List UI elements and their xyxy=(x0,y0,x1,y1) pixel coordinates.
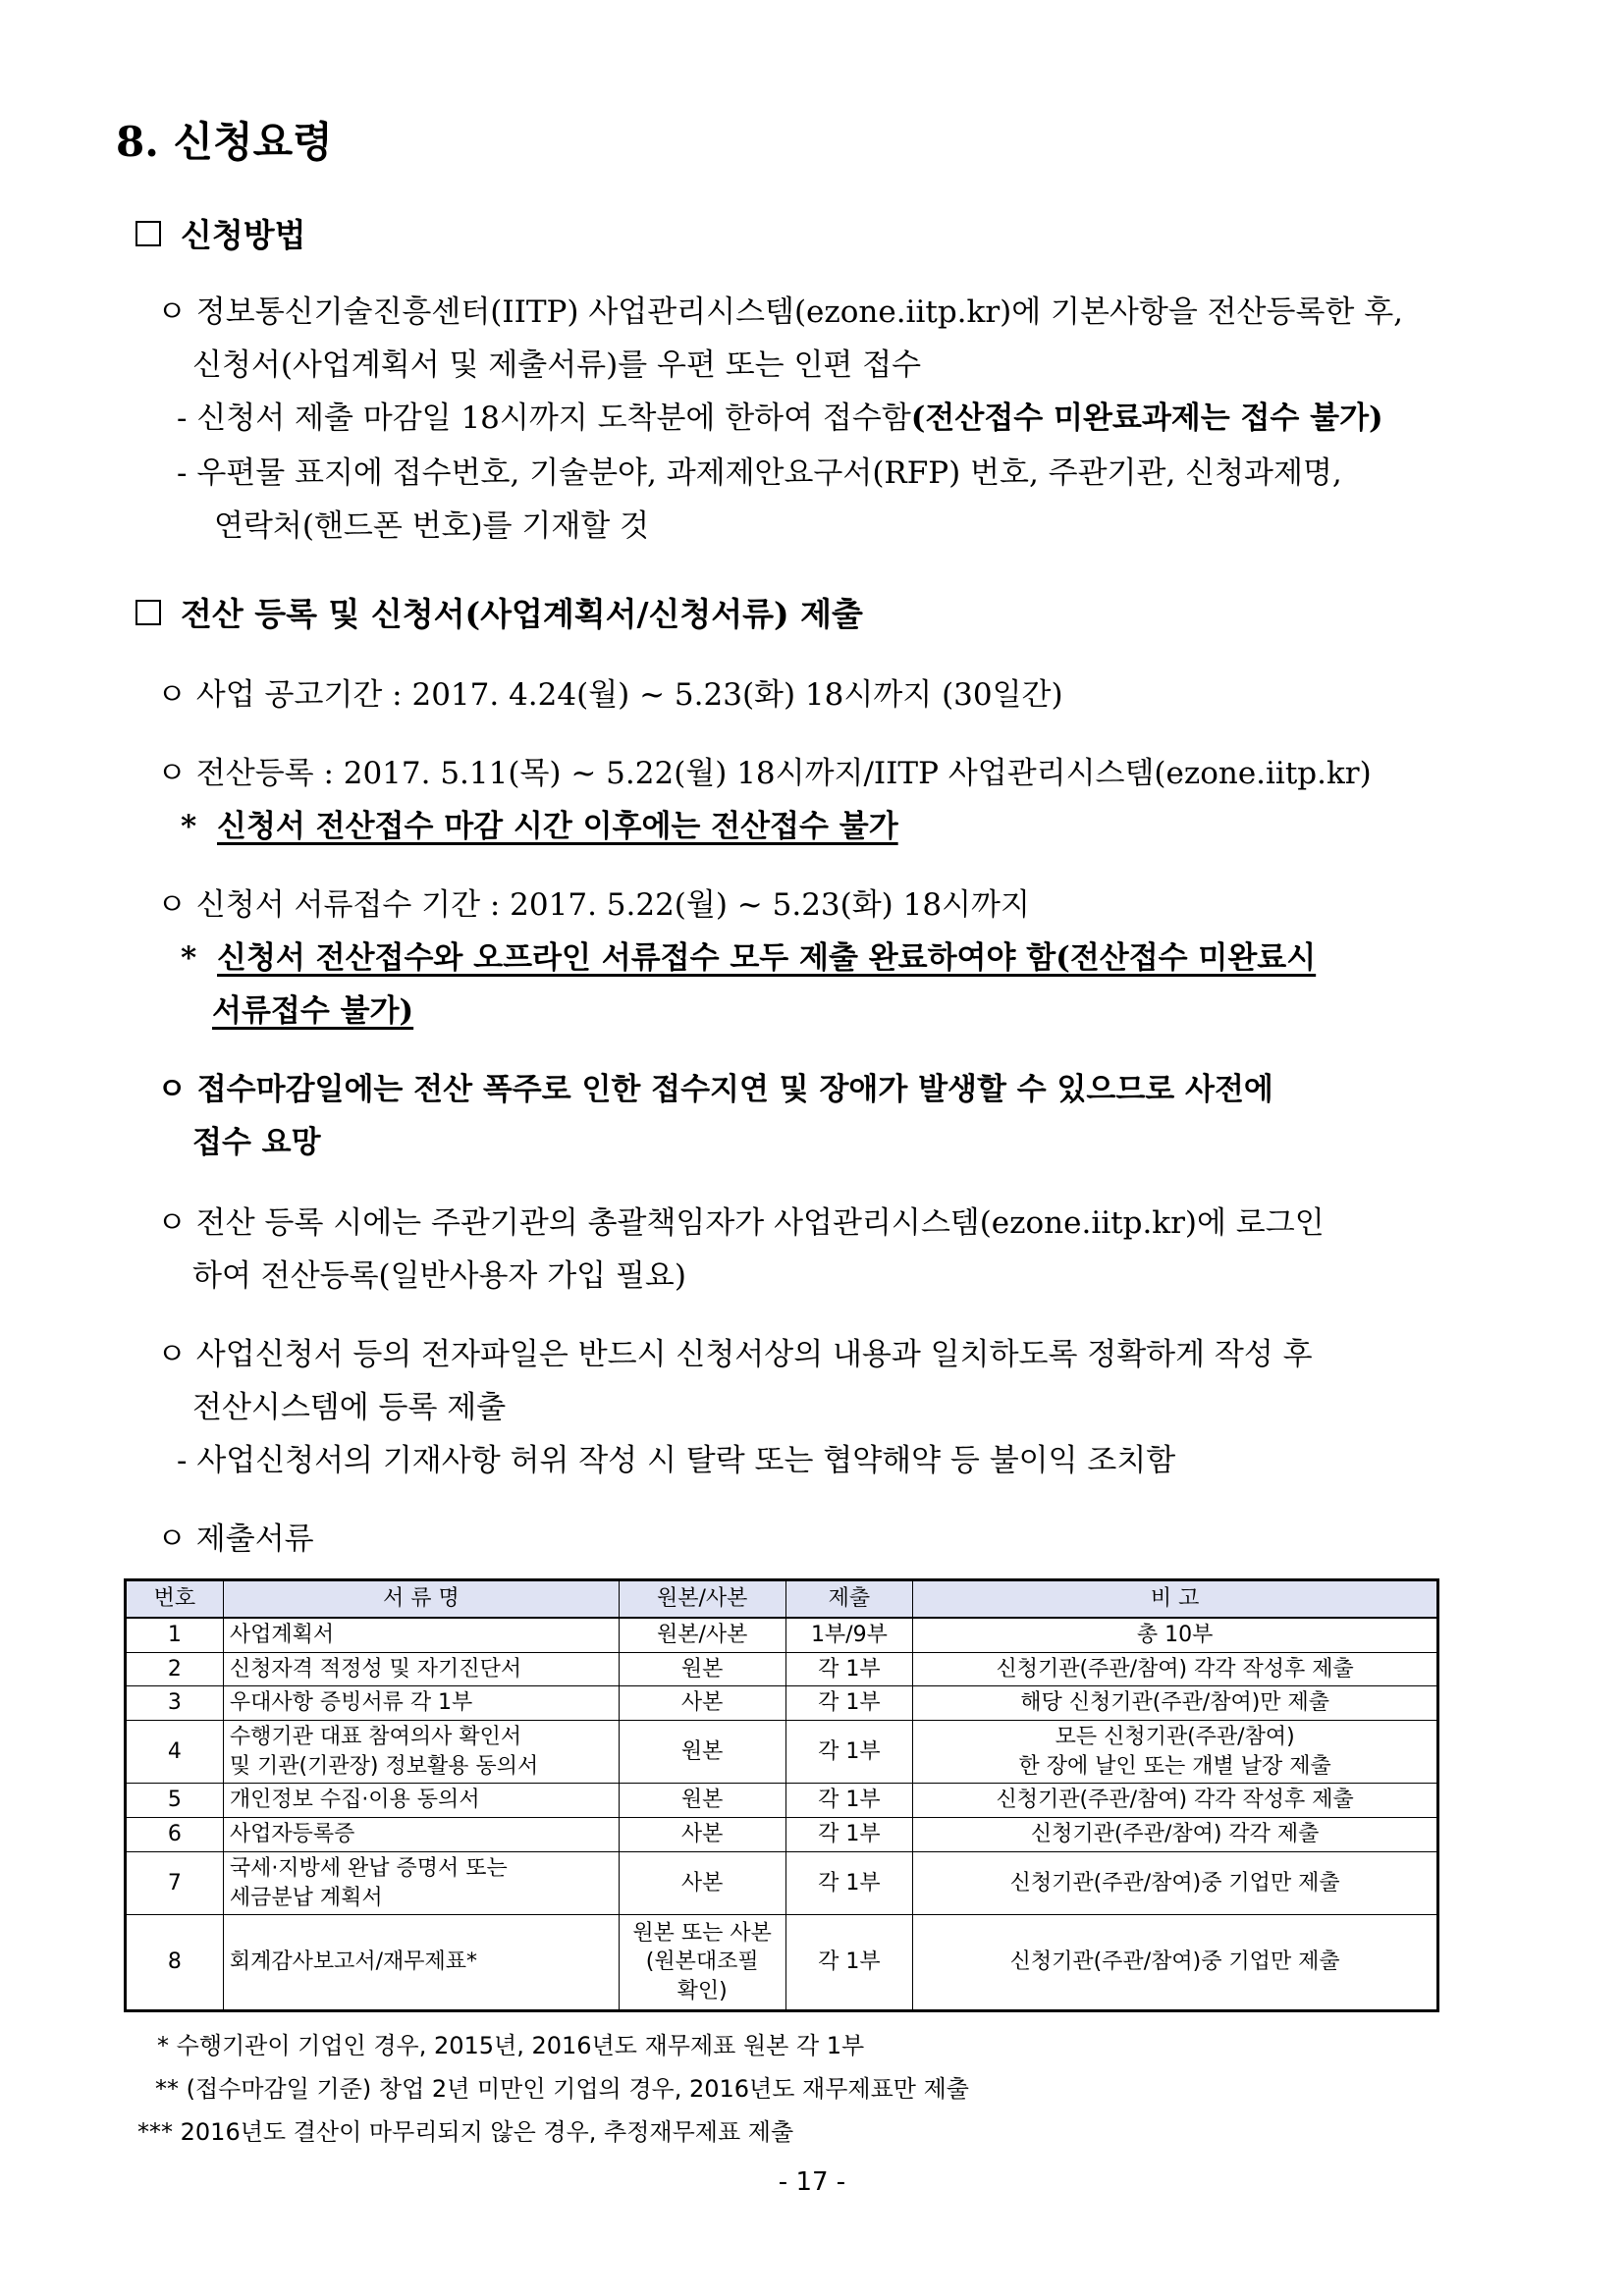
cell-document-name: 신청자격 적정성 및 자기진단서 xyxy=(223,1652,619,1686)
header-remarks: 비 고 xyxy=(913,1580,1438,1619)
cell-number: 1 xyxy=(126,1618,224,1652)
method-line-2: 신청서(사업계획서 및 제출서류)를 우편 또는 인편 접수 xyxy=(192,347,922,383)
cell-original-copy: 사본 xyxy=(619,1686,785,1721)
method-dash-2-line-2: 연락처(핸드폰 번호)를 기재할 것 xyxy=(214,508,650,544)
section-heading-registration xyxy=(135,589,863,635)
cell-document-name: 사업계획서 xyxy=(223,1618,619,1652)
footnote-3: *** 2016년도 결산이 마무리되지 않은 경우, 추정재무제표 제출 xyxy=(137,2118,794,2146)
false-statement-warning: - 사업신청서의 기재사항 허위 작성 시 탈락 또는 협약해약 등 불이익 조치함 xyxy=(177,1443,1176,1478)
footnote-2: ** (접수마감일 기준) 창업 2년 미만인 기업의 경우, 2016년도 재무제표만 제출 xyxy=(155,2075,969,2103)
table-row xyxy=(126,1652,1438,1686)
submission-documents-table xyxy=(124,1578,1439,2012)
cell-document-name: 수행기관 대표 참여의사 확인서 및 기관(기관장) 정보활용 동의서 xyxy=(223,1721,619,1784)
cell-remarks: 신청기관(주관/참여) 각각 작성후 제출 xyxy=(913,1784,1438,1818)
method-dash-2-line-1: - 우편물 표지에 접수번호, 기술분야, 과제제안요구서(RFP) 번호, 주관기관, 신청과제명, xyxy=(177,455,1342,491)
login-instruction-line-2: 하여 전산등록(일반사용자 가입 필요) xyxy=(192,1258,686,1294)
login-instruction-line-1: ㅇ 전산 등록 시에는 주관기관의 총괄책임자가 사업관리시스템(ezone.iitp.kr)에 로그인 xyxy=(157,1205,1325,1241)
cell-original-copy: 사본 xyxy=(619,1818,785,1852)
cell-document-name: 개인정보 수집·이용 동의서 xyxy=(223,1784,619,1818)
checkbox-square-icon xyxy=(135,221,161,246)
cell-original-copy: 원본/사본 xyxy=(619,1618,785,1652)
cell-number: 8 xyxy=(126,1915,224,2011)
page-number: - 17 - xyxy=(778,2167,846,2197)
cell-original-copy: 원본 xyxy=(619,1721,785,1784)
cell-document-name: 우대사항 증빙서류 각 1부 xyxy=(223,1686,619,1721)
receipt-note-line-2 xyxy=(212,986,413,1030)
cell-submission: 각 1부 xyxy=(785,1652,913,1686)
cell-submission: 각 1부 xyxy=(785,1915,913,2011)
cell-original-copy: 사본 xyxy=(619,1851,785,1914)
table-row xyxy=(126,1618,1438,1652)
method-dash-1-text: - 신청서 제출 마감일 18시까지 도착분에 한하여 접수함 xyxy=(177,400,911,436)
table-row xyxy=(126,1721,1438,1784)
cell-remarks: 해당 신청기관(주관/참여)만 제출 xyxy=(913,1686,1438,1721)
electronic-file-line-2: 전산시스템에 등록 제출 xyxy=(192,1390,507,1425)
receipt-note-text-1: 신청서 전산접수와 오프라인 서류접수 모두 제출 완료하여야 함(전산접수 미완료시 xyxy=(217,940,1317,976)
table-row xyxy=(126,1784,1438,1818)
method-dash-1 xyxy=(177,393,1383,437)
cell-number: 3 xyxy=(126,1686,224,1721)
receipt-note-line-1 xyxy=(181,933,1316,977)
section-heading-text: 신청방법 xyxy=(181,216,306,254)
registration-note xyxy=(181,801,898,845)
cell-remarks: 신청기관(주관/참여)중 기업만 제출 xyxy=(913,1851,1438,1914)
table-header-row xyxy=(126,1580,1438,1619)
deadline-warning-line-2: 접수 요망 xyxy=(192,1125,321,1160)
electronic-file-line-1: ㅇ 사업신청서 등의 전자파일은 반드시 신청서상의 내용과 일치하도록 정확하게 작성 후 xyxy=(157,1337,1313,1372)
page-title: 8. 신청요령 xyxy=(116,118,333,166)
section-heading-text: 전산 등록 및 신청서(사업계획서/신청서류) 제출 xyxy=(181,595,863,633)
document-receipt-period: ㅇ 신청서 서류접수 기간 : 2017. 5.22(월) ~ 5.23(화) 18시까지 xyxy=(157,887,1030,923)
cell-remarks: 신청기관(주관/참여) 각각 제출 xyxy=(913,1818,1438,1852)
cell-document-name: 회계감사보고서/재무제표* xyxy=(223,1915,619,2011)
cell-submission: 각 1부 xyxy=(785,1851,913,1914)
cell-remarks: 신청기관(주관/참여)중 기업만 제출 xyxy=(913,1915,1438,2011)
table-row xyxy=(126,1915,1438,2011)
table-row xyxy=(126,1818,1438,1852)
deadline-warning-line-1: ㅇ 접수마감일에는 전산 폭주로 인한 접수지연 및 장애가 발생할 수 있으므로 사전에 xyxy=(157,1072,1273,1107)
cell-submission: 각 1부 xyxy=(785,1818,913,1852)
submission-documents-label: ㅇ 제출서류 xyxy=(157,1522,314,1557)
asterisk-mark: * xyxy=(181,809,197,844)
cell-remarks: 모든 신청기관(주관/참여) 한 장에 날인 또는 개별 날장 제출 xyxy=(913,1721,1438,1784)
cell-document-name: 사업자등록증 xyxy=(223,1818,619,1852)
method-line-1: ㅇ 정보통신기술진흥센터(IITP) 사업관리시스템(ezone.iitp.kr)에 기본사항을 전산등록한 후, xyxy=(157,294,1403,330)
section-heading-application-method xyxy=(135,210,306,256)
cell-submission: 각 1부 xyxy=(785,1686,913,1721)
cell-number: 2 xyxy=(126,1652,224,1686)
cell-submission: 각 1부 xyxy=(785,1784,913,1818)
registration-period: ㅇ 전산등록 : 2017. 5.11(목) ~ 5.22(월) 18시까지/IITP 사업관리시스템(ezone.iitp.kr) xyxy=(157,756,1372,791)
cell-original-copy: 원본 xyxy=(619,1652,785,1686)
cell-number: 7 xyxy=(126,1851,224,1914)
method-dash-1-bold: (전산접수 미완료과제는 접수 불가) xyxy=(910,400,1383,436)
cell-submission: 1부/9부 xyxy=(785,1618,913,1652)
cell-submission: 각 1부 xyxy=(785,1721,913,1784)
footnote-1: * 수행기관이 기업인 경우, 2015년, 2016년도 재무제표 원본 각 1부 xyxy=(157,2032,865,2059)
table-row xyxy=(126,1686,1438,1721)
table-row xyxy=(126,1851,1438,1914)
header-original-copy: 원본/사본 xyxy=(619,1580,785,1619)
cell-remarks: 총 10부 xyxy=(913,1618,1438,1652)
announcement-period: ㅇ 사업 공고기간 : 2017. 4.24(월) ~ 5.23(화) 18시까지 (30일간) xyxy=(157,677,1063,713)
header-submission: 제출 xyxy=(785,1580,913,1619)
cell-remarks: 신청기관(주관/참여) 각각 작성후 제출 xyxy=(913,1652,1438,1686)
cell-number: 6 xyxy=(126,1818,224,1852)
cell-original-copy: 원본 또는 사본 (원본대조필 확인) xyxy=(619,1915,785,2011)
cell-number: 4 xyxy=(126,1721,224,1784)
cell-number: 5 xyxy=(126,1784,224,1818)
receipt-note-text-2: 서류접수 불가) xyxy=(212,993,414,1029)
cell-document-name: 국세·지방세 완납 증명서 또는 세금분납 계획서 xyxy=(223,1851,619,1914)
checkbox-square-icon xyxy=(135,600,161,625)
header-number: 번호 xyxy=(126,1580,224,1619)
cell-original-copy: 원본 xyxy=(619,1784,785,1818)
registration-note-text: 신청서 전산접수 마감 시간 이후에는 전산접수 불가 xyxy=(217,809,898,844)
asterisk-mark: * xyxy=(181,940,197,976)
header-document-name: 서 류 명 xyxy=(223,1580,619,1619)
